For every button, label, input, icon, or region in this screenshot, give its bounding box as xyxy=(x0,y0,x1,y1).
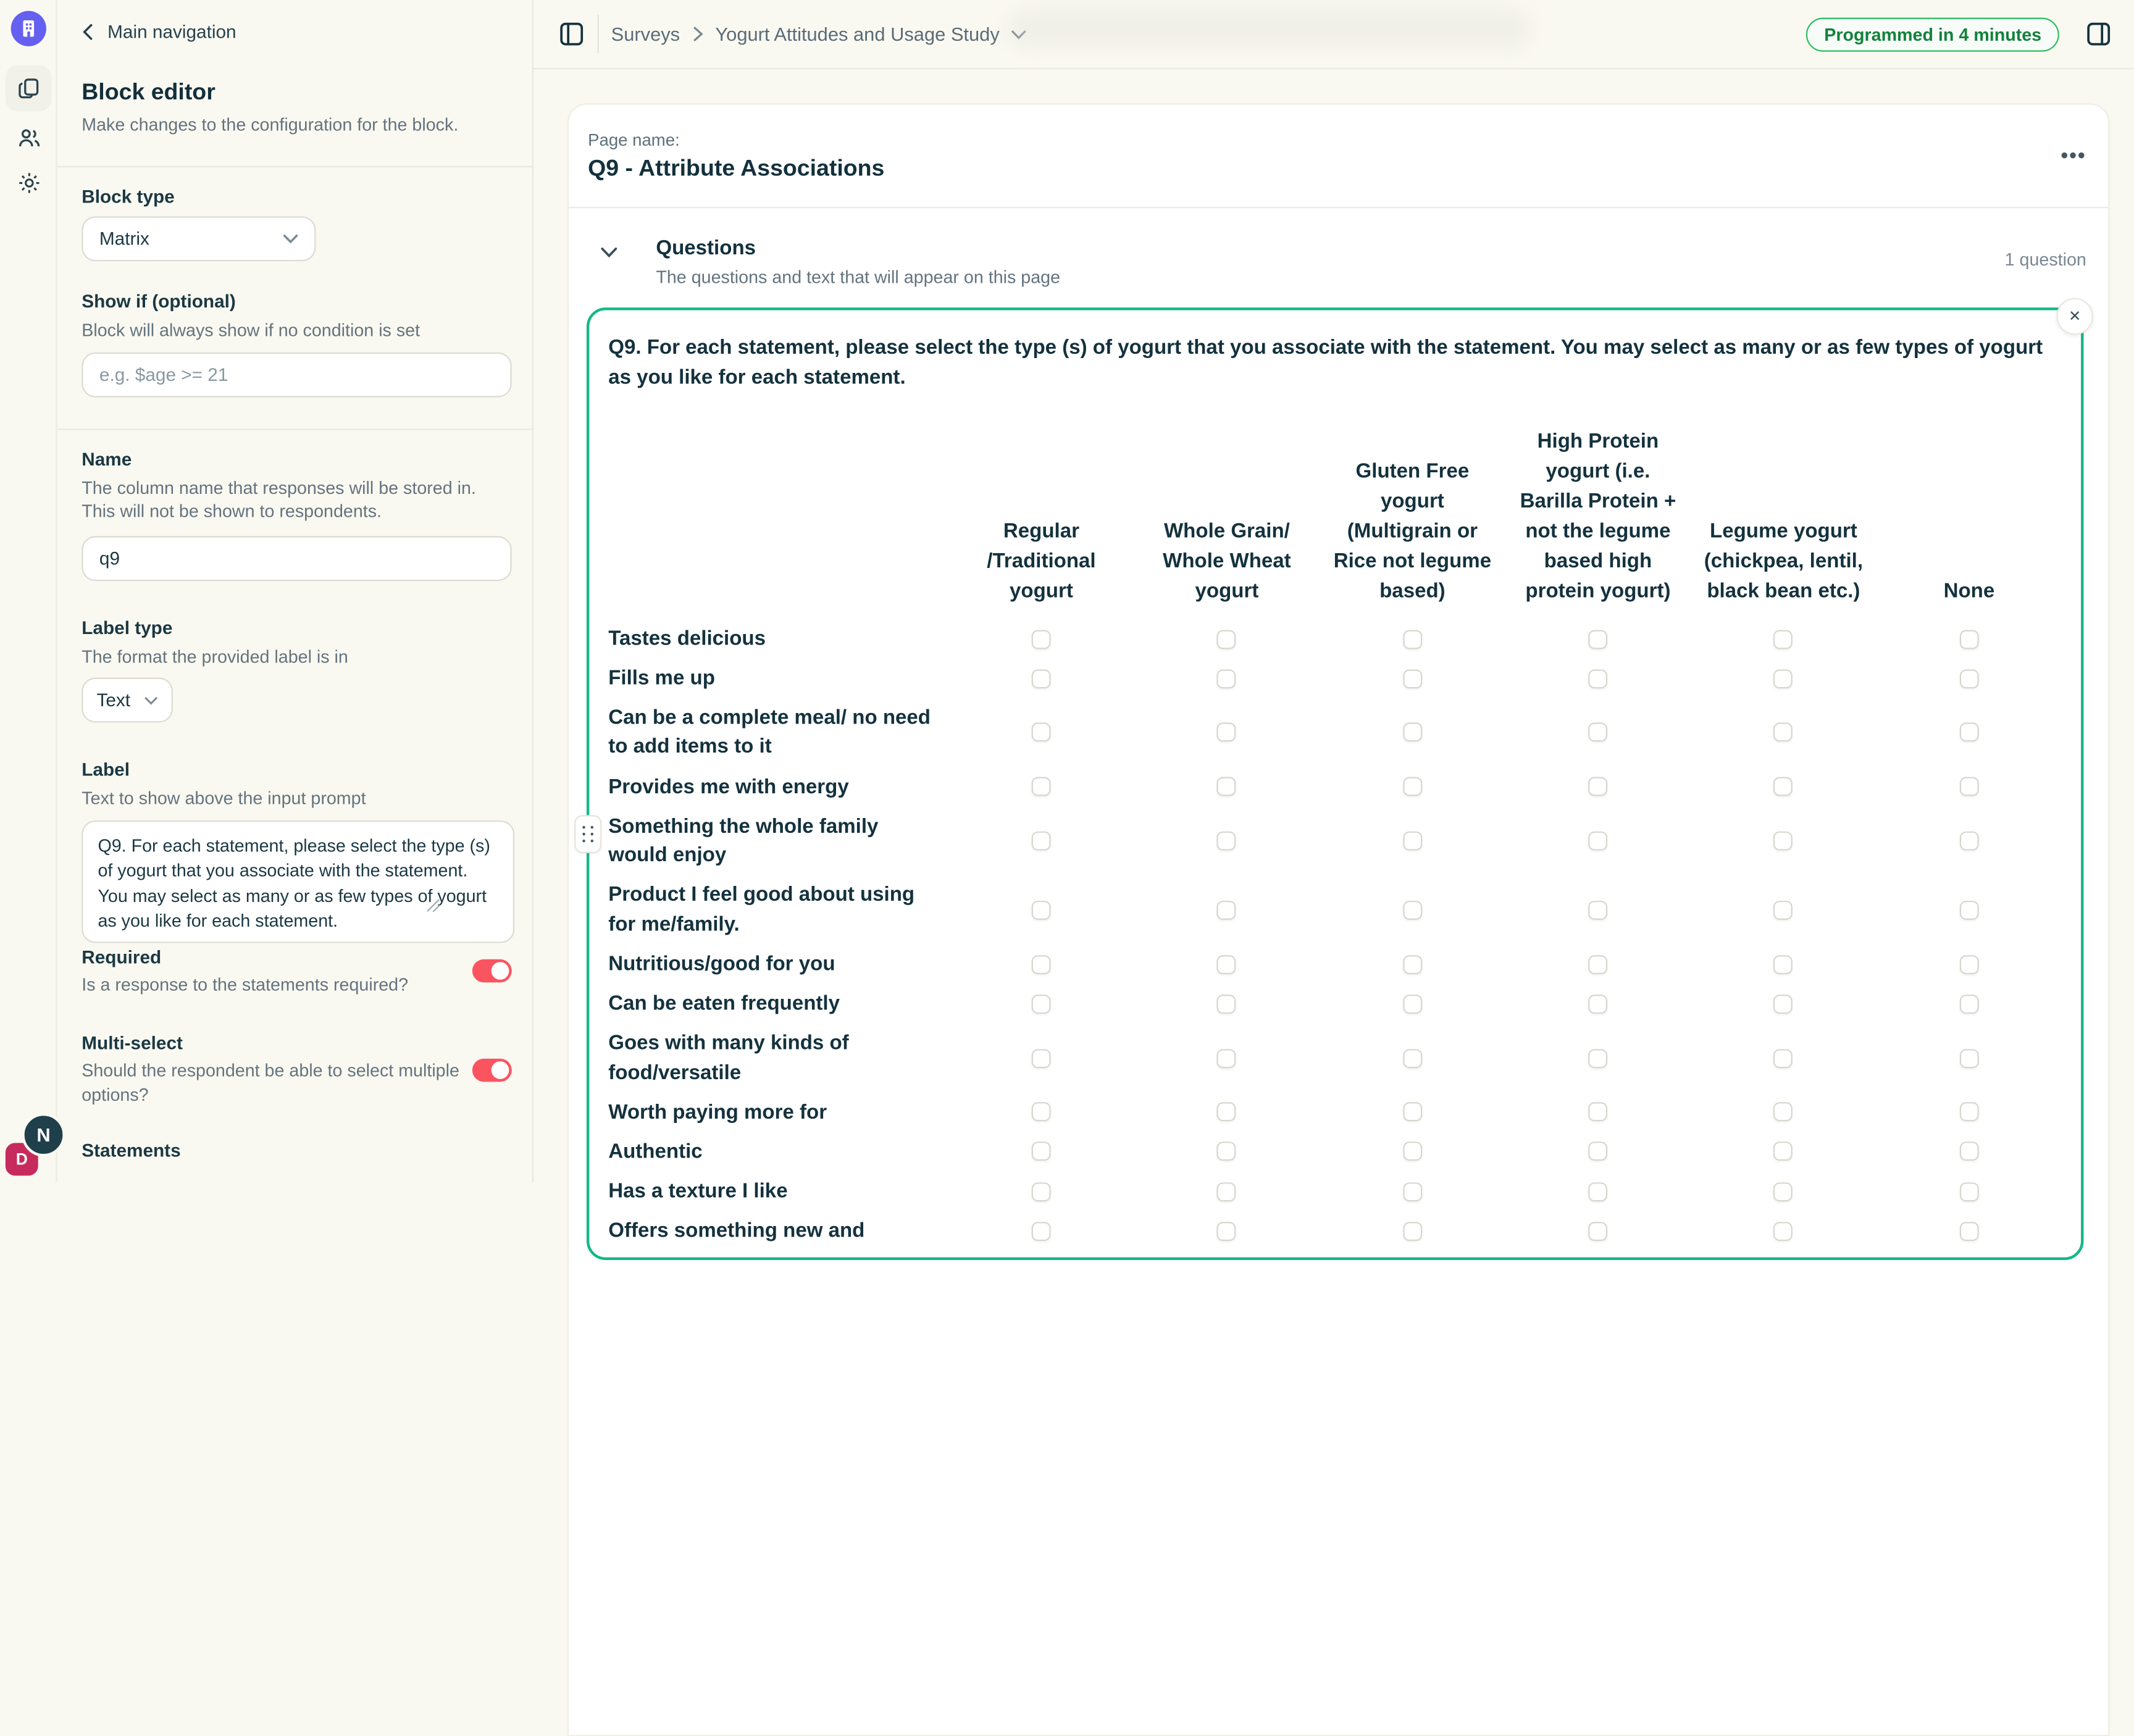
matrix-cell xyxy=(1320,995,1505,1014)
matrix-cell xyxy=(1505,777,1691,796)
matrix-cell xyxy=(948,1103,1134,1122)
matrix-cell xyxy=(948,669,1134,688)
label-textarea[interactable] xyxy=(82,820,514,942)
matrix-cell xyxy=(948,901,1134,920)
blurred-text-region xyxy=(1007,8,1531,49)
matrix-cell xyxy=(1134,1048,1320,1067)
matrix-cell xyxy=(1877,629,2062,648)
matrix-cell xyxy=(1134,1142,1320,1161)
matrix-checkbox[interactable] xyxy=(1032,1142,1051,1161)
matrix-checkbox[interactable] xyxy=(1218,669,1237,688)
matrix-row-label: Goes with many kinds of food/versatile xyxy=(608,1031,849,1084)
matrix-checkbox[interactable] xyxy=(1218,1103,1237,1122)
matrix-checkbox[interactable] xyxy=(1959,1142,1978,1161)
matrix-checkbox[interactable] xyxy=(1403,832,1422,851)
multi-select-help: Should the respondent be able to select multiple options? xyxy=(82,1059,459,1104)
matrix-cell xyxy=(1877,1048,2062,1067)
matrix-checkbox[interactable] xyxy=(1403,995,1422,1014)
page-name-section xyxy=(569,105,2108,209)
matrix-checkbox[interactable] xyxy=(1218,1142,1237,1161)
block-type-label: Block type xyxy=(82,186,175,207)
matrix-row-label: Worth paying more for xyxy=(608,1100,827,1124)
rail-item-settings[interactable] xyxy=(6,159,52,206)
breadcrumb-surveys[interactable]: Surveys xyxy=(611,23,680,45)
block-type-value: Matrix xyxy=(99,228,149,249)
matrix-checkbox[interactable] xyxy=(1774,832,1793,851)
question-text: Q9. For each statement, please select the type (s) of yogurt that you associate with the statement. You may select as many or as few types of yogurt as you like for each statement. xyxy=(608,336,2043,390)
matrix-row-label: Authentic xyxy=(608,1140,703,1163)
matrix-cell xyxy=(1691,1222,1876,1241)
company-logo-icon[interactable] xyxy=(11,11,46,46)
required-row xyxy=(82,946,511,996)
matrix-cell xyxy=(1134,1222,1320,1241)
panel-subtitle: Make changes to the configuration for the block. xyxy=(82,114,459,135)
matrix-cell xyxy=(1877,1222,2062,1241)
matrix-cell xyxy=(1505,995,1691,1014)
label-type-select[interactable] xyxy=(82,678,173,723)
block-type-select[interactable] xyxy=(82,216,316,261)
matrix-cell xyxy=(1877,1142,2062,1161)
matrix-checkbox[interactable] xyxy=(1774,1222,1793,1241)
question-card[interactable] xyxy=(587,307,2083,1260)
matrix-checkbox[interactable] xyxy=(1403,1222,1422,1241)
matrix-checkbox[interactable] xyxy=(1218,629,1237,648)
matrix-row-label: Can be a complete meal/ no need to add items to it xyxy=(608,706,931,759)
building-icon xyxy=(19,19,38,38)
matrix-row-label: Nutritious/good for you xyxy=(608,952,835,976)
multi-select-label: Multi-select xyxy=(82,1032,183,1053)
matrix-cell xyxy=(948,1048,1134,1067)
matrix-cell xyxy=(1134,1103,1320,1122)
show-if-help: Block will always show if no condition is set xyxy=(82,319,421,341)
matrix-cell xyxy=(1691,995,1876,1014)
matrix-cell xyxy=(1691,1182,1876,1201)
matrix-cell xyxy=(1320,723,1505,742)
gear-icon xyxy=(17,171,40,194)
matrix-cell xyxy=(1134,777,1320,796)
matrix-cell xyxy=(1691,954,1876,974)
matrix-checkbox[interactable] xyxy=(1774,629,1793,648)
matrix-checkbox[interactable] xyxy=(1032,1103,1051,1122)
page-menu-button[interactable]: ••• xyxy=(2061,144,2086,168)
questions-title: Questions xyxy=(656,236,756,260)
matrix-cell xyxy=(1505,1103,1691,1122)
matrix-column-header: High Protein yogurt (i.e. Barilla Protein + not the legume based high protein yogurt) xyxy=(1520,430,1676,603)
matrix-checkbox[interactable] xyxy=(1774,995,1793,1014)
matrix-row-label: Product I feel good about using for me/family. xyxy=(608,883,915,936)
label-type-label: Label type xyxy=(82,617,173,638)
matrix-checkbox[interactable] xyxy=(1589,832,1608,851)
matrix-checkbox[interactable] xyxy=(1403,629,1422,648)
rail-item-users[interactable] xyxy=(6,114,52,161)
matrix-checkbox[interactable] xyxy=(1403,777,1422,796)
panel-right-icon[interactable] xyxy=(2086,22,2111,46)
users-icon xyxy=(17,126,40,149)
matrix-checkbox[interactable] xyxy=(1774,669,1793,688)
user-avatar-d[interactable]: D xyxy=(6,1143,38,1176)
matrix-cell xyxy=(1320,669,1505,688)
programmed-status-badge[interactable]: Programmed in 4 minutes xyxy=(1807,17,2059,51)
show-if-input-wrap xyxy=(82,352,511,397)
matrix-checkbox[interactable] xyxy=(1032,954,1051,974)
panel-title: Block editor xyxy=(82,78,215,105)
matrix-checkbox[interactable] xyxy=(1589,1222,1608,1241)
matrix-checkbox[interactable] xyxy=(1959,1048,1978,1067)
matrix-cell xyxy=(1877,723,2062,742)
matrix-cell xyxy=(1691,669,1876,688)
matrix-checkbox[interactable] xyxy=(1218,832,1237,851)
matrix-cell xyxy=(1691,1103,1876,1122)
matrix-cell xyxy=(948,1182,1134,1201)
block-editor-panel xyxy=(57,0,534,1183)
show-if-label: Show if (optional) xyxy=(82,291,236,312)
matrix-grid xyxy=(608,427,2062,1251)
divider xyxy=(57,166,532,167)
matrix-checkbox[interactable] xyxy=(1403,901,1422,920)
matrix-checkbox[interactable] xyxy=(1032,629,1051,648)
matrix-checkbox[interactable] xyxy=(1403,1182,1422,1201)
matrix-row-label: Has a texture I like xyxy=(608,1179,788,1203)
matrix-checkbox[interactable] xyxy=(1589,669,1608,688)
chevron-down-icon xyxy=(144,696,158,704)
matrix-column-header: Legume yogurt (chickpea, lentil, black bean etc.) xyxy=(1704,519,1864,603)
matrix-cell xyxy=(1320,954,1505,974)
matrix-cell xyxy=(1134,1182,1320,1201)
textarea-resize-grip[interactable] xyxy=(427,899,440,911)
matrix-cell xyxy=(1505,954,1691,974)
label-type-help: The format the provided label is in xyxy=(82,645,348,666)
page-name-label: Page name: xyxy=(588,130,680,150)
matrix-checkbox[interactable] xyxy=(1959,1182,1978,1201)
drag-handle[interactable] xyxy=(574,815,601,853)
matrix-cell xyxy=(1877,1103,2062,1122)
matrix-checkbox[interactable] xyxy=(1959,777,1978,796)
matrix-cell xyxy=(1320,777,1505,796)
matrix-checkbox[interactable] xyxy=(1589,629,1608,648)
matrix-checkbox[interactable] xyxy=(1774,1182,1793,1201)
matrix-checkbox[interactable] xyxy=(1218,901,1237,920)
matrix-checkbox[interactable] xyxy=(1032,1048,1051,1067)
matrix-checkbox[interactable] xyxy=(1959,1103,1978,1122)
matrix-cell xyxy=(1691,1142,1876,1161)
matrix-column-header: Regular /Traditional yogurt xyxy=(987,519,1096,603)
matrix-checkbox[interactable] xyxy=(1589,1103,1608,1122)
matrix-cell xyxy=(1877,669,2062,688)
matrix-cell xyxy=(1691,832,1876,851)
matrix-cell xyxy=(948,777,1134,796)
matrix-checkbox[interactable] xyxy=(1589,954,1608,974)
back-label: Main navigation xyxy=(107,22,236,43)
main-area xyxy=(534,0,2134,1243)
matrix-checkbox[interactable] xyxy=(1218,1222,1237,1241)
matrix-checkbox[interactable] xyxy=(1032,669,1051,688)
chevron-down-icon xyxy=(283,234,298,243)
matrix-checkbox[interactable] xyxy=(1589,1142,1608,1161)
matrix-checkbox[interactable] xyxy=(1589,901,1608,920)
panel-left-icon[interactable] xyxy=(559,22,584,46)
matrix-cell xyxy=(1134,954,1320,974)
matrix-cell xyxy=(1320,1048,1505,1067)
chevron-down-icon xyxy=(600,246,618,259)
matrix-cell xyxy=(1505,1182,1691,1201)
matrix-checkbox[interactable] xyxy=(1589,777,1608,796)
divider xyxy=(57,428,532,429)
matrix-checkbox[interactable] xyxy=(1032,777,1051,796)
matrix-cell xyxy=(948,832,1134,851)
matrix-cell xyxy=(1320,901,1505,920)
matrix-checkbox[interactable] xyxy=(1218,1182,1237,1201)
matrix-checkbox[interactable] xyxy=(1403,954,1422,974)
matrix-checkbox[interactable] xyxy=(1959,669,1978,688)
breadcrumb-study[interactable]: Yogurt Attitudes and Usage Study xyxy=(715,23,1000,45)
matrix-cell xyxy=(1691,629,1876,648)
user-avatar-n[interactable]: N xyxy=(22,1114,65,1158)
matrix-checkbox[interactable] xyxy=(1032,832,1051,851)
matrix-checkbox[interactable] xyxy=(1032,901,1051,920)
matrix-cell xyxy=(948,1142,1134,1161)
matrix-checkbox[interactable] xyxy=(1403,1103,1422,1122)
matrix-checkbox[interactable] xyxy=(1403,669,1422,688)
matrix-checkbox[interactable] xyxy=(1218,723,1237,742)
matrix-cell xyxy=(1320,832,1505,851)
matrix-row-label: Something the whole family would enjoy xyxy=(608,814,879,867)
matrix-cell xyxy=(1505,1222,1691,1241)
matrix-cell xyxy=(1134,669,1320,688)
matrix-cell xyxy=(1691,1048,1876,1067)
caret-down-icon[interactable] xyxy=(1012,29,1027,38)
required-label: Required xyxy=(82,946,162,967)
breadcrumb-separator xyxy=(692,26,703,42)
matrix-checkbox[interactable] xyxy=(1774,777,1793,796)
matrix-cell xyxy=(1134,901,1320,920)
matrix-cell xyxy=(1505,832,1691,851)
topbar xyxy=(534,0,2134,69)
matrix-cell xyxy=(948,954,1134,974)
matrix-cell xyxy=(1505,1048,1691,1067)
matrix-column-header: Gluten Free yogurt (Multigrain or Rice not legume based) xyxy=(1333,459,1492,603)
matrix-checkbox[interactable] xyxy=(1959,629,1978,648)
matrix-checkbox[interactable] xyxy=(1774,954,1793,974)
matrix-cell xyxy=(1691,723,1876,742)
matrix-row-label: Tastes delicious xyxy=(608,627,766,651)
matrix-cell xyxy=(1320,1222,1505,1241)
name-input-wrap xyxy=(82,535,511,580)
matrix-cell xyxy=(1134,832,1320,851)
matrix-checkbox[interactable] xyxy=(1774,1142,1793,1161)
matrix-checkbox[interactable] xyxy=(1589,1048,1608,1067)
matrix-checkbox[interactable] xyxy=(1218,1048,1237,1067)
required-toggle[interactable] xyxy=(472,959,512,982)
name-label: Name xyxy=(82,448,132,469)
matrix-cell xyxy=(1320,1142,1505,1161)
label-type-value: Text xyxy=(96,690,131,711)
matrix-cell xyxy=(948,1222,1134,1241)
required-help: Is a response to the statements required? xyxy=(82,974,409,995)
chevron-right-icon xyxy=(692,26,703,42)
matrix-checkbox[interactable] xyxy=(1403,1142,1422,1161)
pages-icon xyxy=(18,78,40,99)
matrix-checkbox[interactable] xyxy=(1589,995,1608,1014)
matrix-checkbox[interactable] xyxy=(1032,1222,1051,1241)
matrix-cell xyxy=(1134,629,1320,648)
label-help: Text to show above the input prompt xyxy=(82,788,366,809)
name-input[interactable] xyxy=(99,548,494,568)
matrix-checkbox[interactable] xyxy=(1959,832,1978,851)
matrix-checkbox[interactable] xyxy=(1403,1048,1422,1067)
matrix-checkbox[interactable] xyxy=(1589,1182,1608,1201)
matrix-checkbox[interactable] xyxy=(1959,723,1978,742)
matrix-cell xyxy=(1691,901,1876,920)
matrix-cell xyxy=(1691,777,1876,796)
back-to-main-navigation[interactable] xyxy=(82,0,511,42)
matrix-row-label: Offers something new and xyxy=(608,1219,865,1243)
matrix-checkbox[interactable] xyxy=(1774,901,1793,920)
questions-section-header xyxy=(569,208,2108,287)
matrix-checkbox[interactable] xyxy=(1218,954,1237,974)
matrix-cell xyxy=(948,629,1134,648)
matrix-cell xyxy=(1134,723,1320,742)
matrix-checkbox[interactable] xyxy=(1403,723,1422,742)
name-help: The column name that responses will be stored in. This will not be shown to respondents. xyxy=(82,477,476,522)
matrix-cell xyxy=(1505,901,1691,920)
collapse-questions-button[interactable] xyxy=(600,246,619,259)
close-question-button[interactable]: ✕ xyxy=(2056,298,2093,335)
matrix-row-label: Provides me with energy xyxy=(608,775,849,798)
matrix-checkbox[interactable] xyxy=(1959,1222,1978,1241)
matrix-column-header: Whole Grain/ Whole Wheat yogurt xyxy=(1163,519,1291,603)
matrix-cell xyxy=(1877,995,2062,1014)
matrix-checkbox[interactable] xyxy=(1774,1048,1793,1067)
page-title: Q9 - Attribute Associations xyxy=(588,155,885,182)
matrix-cell xyxy=(1320,1103,1505,1122)
divider xyxy=(598,15,599,53)
matrix-cell xyxy=(948,995,1134,1014)
rail-item-pages[interactable] xyxy=(6,65,52,112)
multi-select-toggle[interactable] xyxy=(472,1058,512,1081)
questions-subtitle: The questions and text that will appear on this page xyxy=(656,266,1061,288)
matrix-cell xyxy=(1134,995,1320,1014)
matrix-row-label: Can be eaten frequently xyxy=(608,991,840,1016)
matrix-cell xyxy=(1877,954,2062,974)
page-card xyxy=(567,104,2109,1736)
matrix-checkbox[interactable] xyxy=(1032,723,1051,742)
matrix-cell xyxy=(1505,1142,1691,1161)
matrix-checkbox[interactable] xyxy=(1218,777,1237,796)
matrix-checkbox[interactable] xyxy=(1032,1182,1051,1201)
matrix-cell xyxy=(1877,901,2062,920)
question-count: 1 question xyxy=(2004,249,2086,270)
show-if-input[interactable] xyxy=(99,364,494,385)
matrix-cell xyxy=(1505,669,1691,688)
matrix-cell xyxy=(948,723,1134,742)
matrix-checkbox[interactable] xyxy=(1774,723,1793,742)
matrix-cell xyxy=(1877,832,2062,851)
matrix-checkbox[interactable] xyxy=(1959,954,1978,974)
matrix-cell xyxy=(1320,1182,1505,1201)
matrix-checkbox[interactable] xyxy=(1589,723,1608,742)
icon-rail xyxy=(0,0,57,1183)
multi-select-row xyxy=(82,1033,511,1106)
matrix-column-header: None xyxy=(1943,579,1995,603)
matrix-cell xyxy=(1320,629,1505,648)
page-content xyxy=(534,69,2134,1736)
matrix-cell xyxy=(1505,723,1691,742)
chevron-left-icon xyxy=(82,23,94,41)
matrix-row-label: Fills me up xyxy=(608,666,715,690)
matrix-cell xyxy=(1505,629,1691,648)
matrix-checkbox[interactable] xyxy=(1959,995,1978,1014)
statements-label: Statements xyxy=(82,1140,181,1161)
matrix-cell xyxy=(1877,777,2062,796)
label-label: Label xyxy=(82,759,130,780)
matrix-checkbox[interactable] xyxy=(1959,901,1978,920)
matrix-checkbox[interactable] xyxy=(1218,995,1237,1014)
matrix-cell xyxy=(1877,1182,2062,1201)
matrix-checkbox[interactable] xyxy=(1032,995,1051,1014)
matrix-checkbox[interactable] xyxy=(1774,1103,1793,1122)
